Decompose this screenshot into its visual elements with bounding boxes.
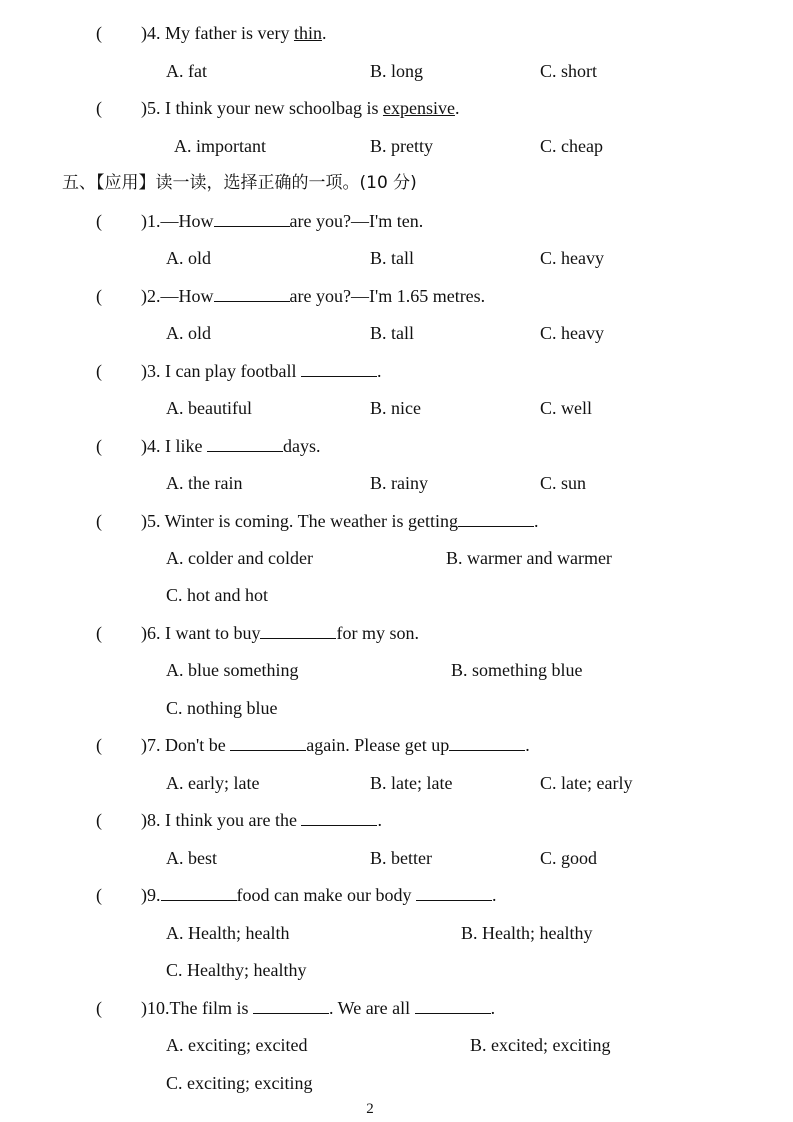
answer-blank[interactable] xyxy=(214,211,290,227)
answer-blank[interactable] xyxy=(253,998,329,1014)
question-text: )1.—How are you?—I'm ten. xyxy=(141,211,424,231)
answer-blank[interactable] xyxy=(301,810,377,826)
question-text: )4. My father is very thin. xyxy=(141,23,327,43)
option-a[interactable]: A. early; late xyxy=(166,773,260,793)
question-text: )9. food can make our body . xyxy=(141,885,497,905)
option-c[interactable]: C. heavy xyxy=(540,248,604,268)
option-a[interactable]: A. Health; health xyxy=(166,923,290,943)
answer-blank[interactable] xyxy=(301,361,377,377)
question-text: )10.The film is . We are all . xyxy=(141,998,496,1018)
option-c[interactable]: C. nothing blue xyxy=(166,698,278,718)
option-c[interactable]: C. short xyxy=(540,61,598,81)
answer-paren[interactable]: ( xyxy=(96,511,102,531)
page-number: 2 xyxy=(366,1101,374,1117)
option-b[interactable]: B. warmer and warmer xyxy=(446,548,612,568)
question-text: )4. I like days. xyxy=(141,436,321,456)
option-a[interactable]: A. fat xyxy=(166,61,207,81)
answer-blank[interactable] xyxy=(161,885,237,901)
answer-paren[interactable]: ( xyxy=(96,361,102,381)
option-b[interactable]: B. tall xyxy=(370,323,414,343)
option-b[interactable]: B. better xyxy=(370,848,432,868)
option-c[interactable]: C. Healthy; healthy xyxy=(166,960,307,980)
option-c[interactable]: C. good xyxy=(540,848,598,868)
section-title: 五、【应用】读一读，选择正确的一项。(10 分) xyxy=(62,173,417,193)
option-b[interactable]: B. tall xyxy=(370,248,414,268)
answer-blank[interactable] xyxy=(214,286,290,302)
option-a[interactable]: A. colder and colder xyxy=(166,548,313,568)
answer-paren[interactable]: ( xyxy=(96,211,102,231)
option-b[interactable]: B. late; late xyxy=(370,773,453,793)
option-b[interactable]: B. long xyxy=(370,61,424,81)
option-c[interactable]: C. hot and hot xyxy=(166,585,268,605)
option-a[interactable]: A. exciting; excited xyxy=(166,1035,308,1055)
question-text: )5. Winter is coming. The weather is getting . xyxy=(141,511,539,531)
answer-paren[interactable]: ( xyxy=(96,286,102,306)
option-c[interactable]: C. heavy xyxy=(540,323,604,343)
answer-blank[interactable] xyxy=(449,735,525,751)
question-text: )3. I can play football . xyxy=(141,361,382,381)
answer-paren[interactable]: ( xyxy=(96,998,102,1018)
option-a[interactable]: A. blue something xyxy=(166,660,299,680)
option-c[interactable]: C. cheap xyxy=(540,136,603,156)
question-text: )6. I want to buy for my son. xyxy=(141,623,419,643)
question-text: )8. I think you are the . xyxy=(141,810,382,830)
answer-blank[interactable] xyxy=(260,623,336,639)
answer-blank[interactable] xyxy=(230,735,306,751)
option-a[interactable]: A. old xyxy=(166,248,211,268)
answer-blank[interactable] xyxy=(458,511,534,527)
option-a[interactable]: A. beautiful xyxy=(166,398,252,418)
answer-paren[interactable]: ( xyxy=(96,436,102,456)
question-text: )5. I think your new schoolbag is expensive. xyxy=(141,98,460,118)
option-b[interactable]: B. excited; exciting xyxy=(470,1035,611,1055)
option-b[interactable]: B. nice xyxy=(370,398,421,418)
answer-blank[interactable] xyxy=(415,998,491,1014)
option-c[interactable]: C. well xyxy=(540,398,592,418)
answer-paren[interactable]: ( xyxy=(96,885,102,905)
option-a[interactable]: A. the rain xyxy=(166,473,243,493)
option-b[interactable]: B. pretty xyxy=(370,136,433,156)
question-text: )2.—How are you?—I'm 1.65 metres. xyxy=(141,286,486,306)
option-a[interactable]: A. best xyxy=(166,848,217,868)
question-text: )7. Don't be again. Please get up . xyxy=(141,735,530,755)
option-b[interactable]: B. rainy xyxy=(370,473,428,493)
answer-blank[interactable] xyxy=(416,885,492,901)
option-b[interactable]: B. Health; healthy xyxy=(461,923,593,943)
option-b[interactable]: B. something blue xyxy=(451,660,583,680)
option-c[interactable]: C. exciting; exciting xyxy=(166,1073,313,1093)
answer-paren[interactable]: ( xyxy=(96,98,102,118)
underlined-word: thin xyxy=(293,23,322,43)
answer-paren[interactable]: ( xyxy=(96,810,102,830)
answer-paren[interactable]: ( xyxy=(96,23,102,43)
option-a[interactable]: A. old xyxy=(166,323,211,343)
option-c[interactable]: C. sun xyxy=(540,473,587,493)
underlined-word: expensive xyxy=(382,98,455,118)
option-c[interactable]: C. late; early xyxy=(540,773,633,793)
option-a[interactable]: A. important xyxy=(174,136,266,156)
answer-blank[interactable] xyxy=(207,436,283,452)
answer-paren[interactable]: ( xyxy=(96,735,102,755)
answer-paren[interactable]: ( xyxy=(96,623,102,643)
